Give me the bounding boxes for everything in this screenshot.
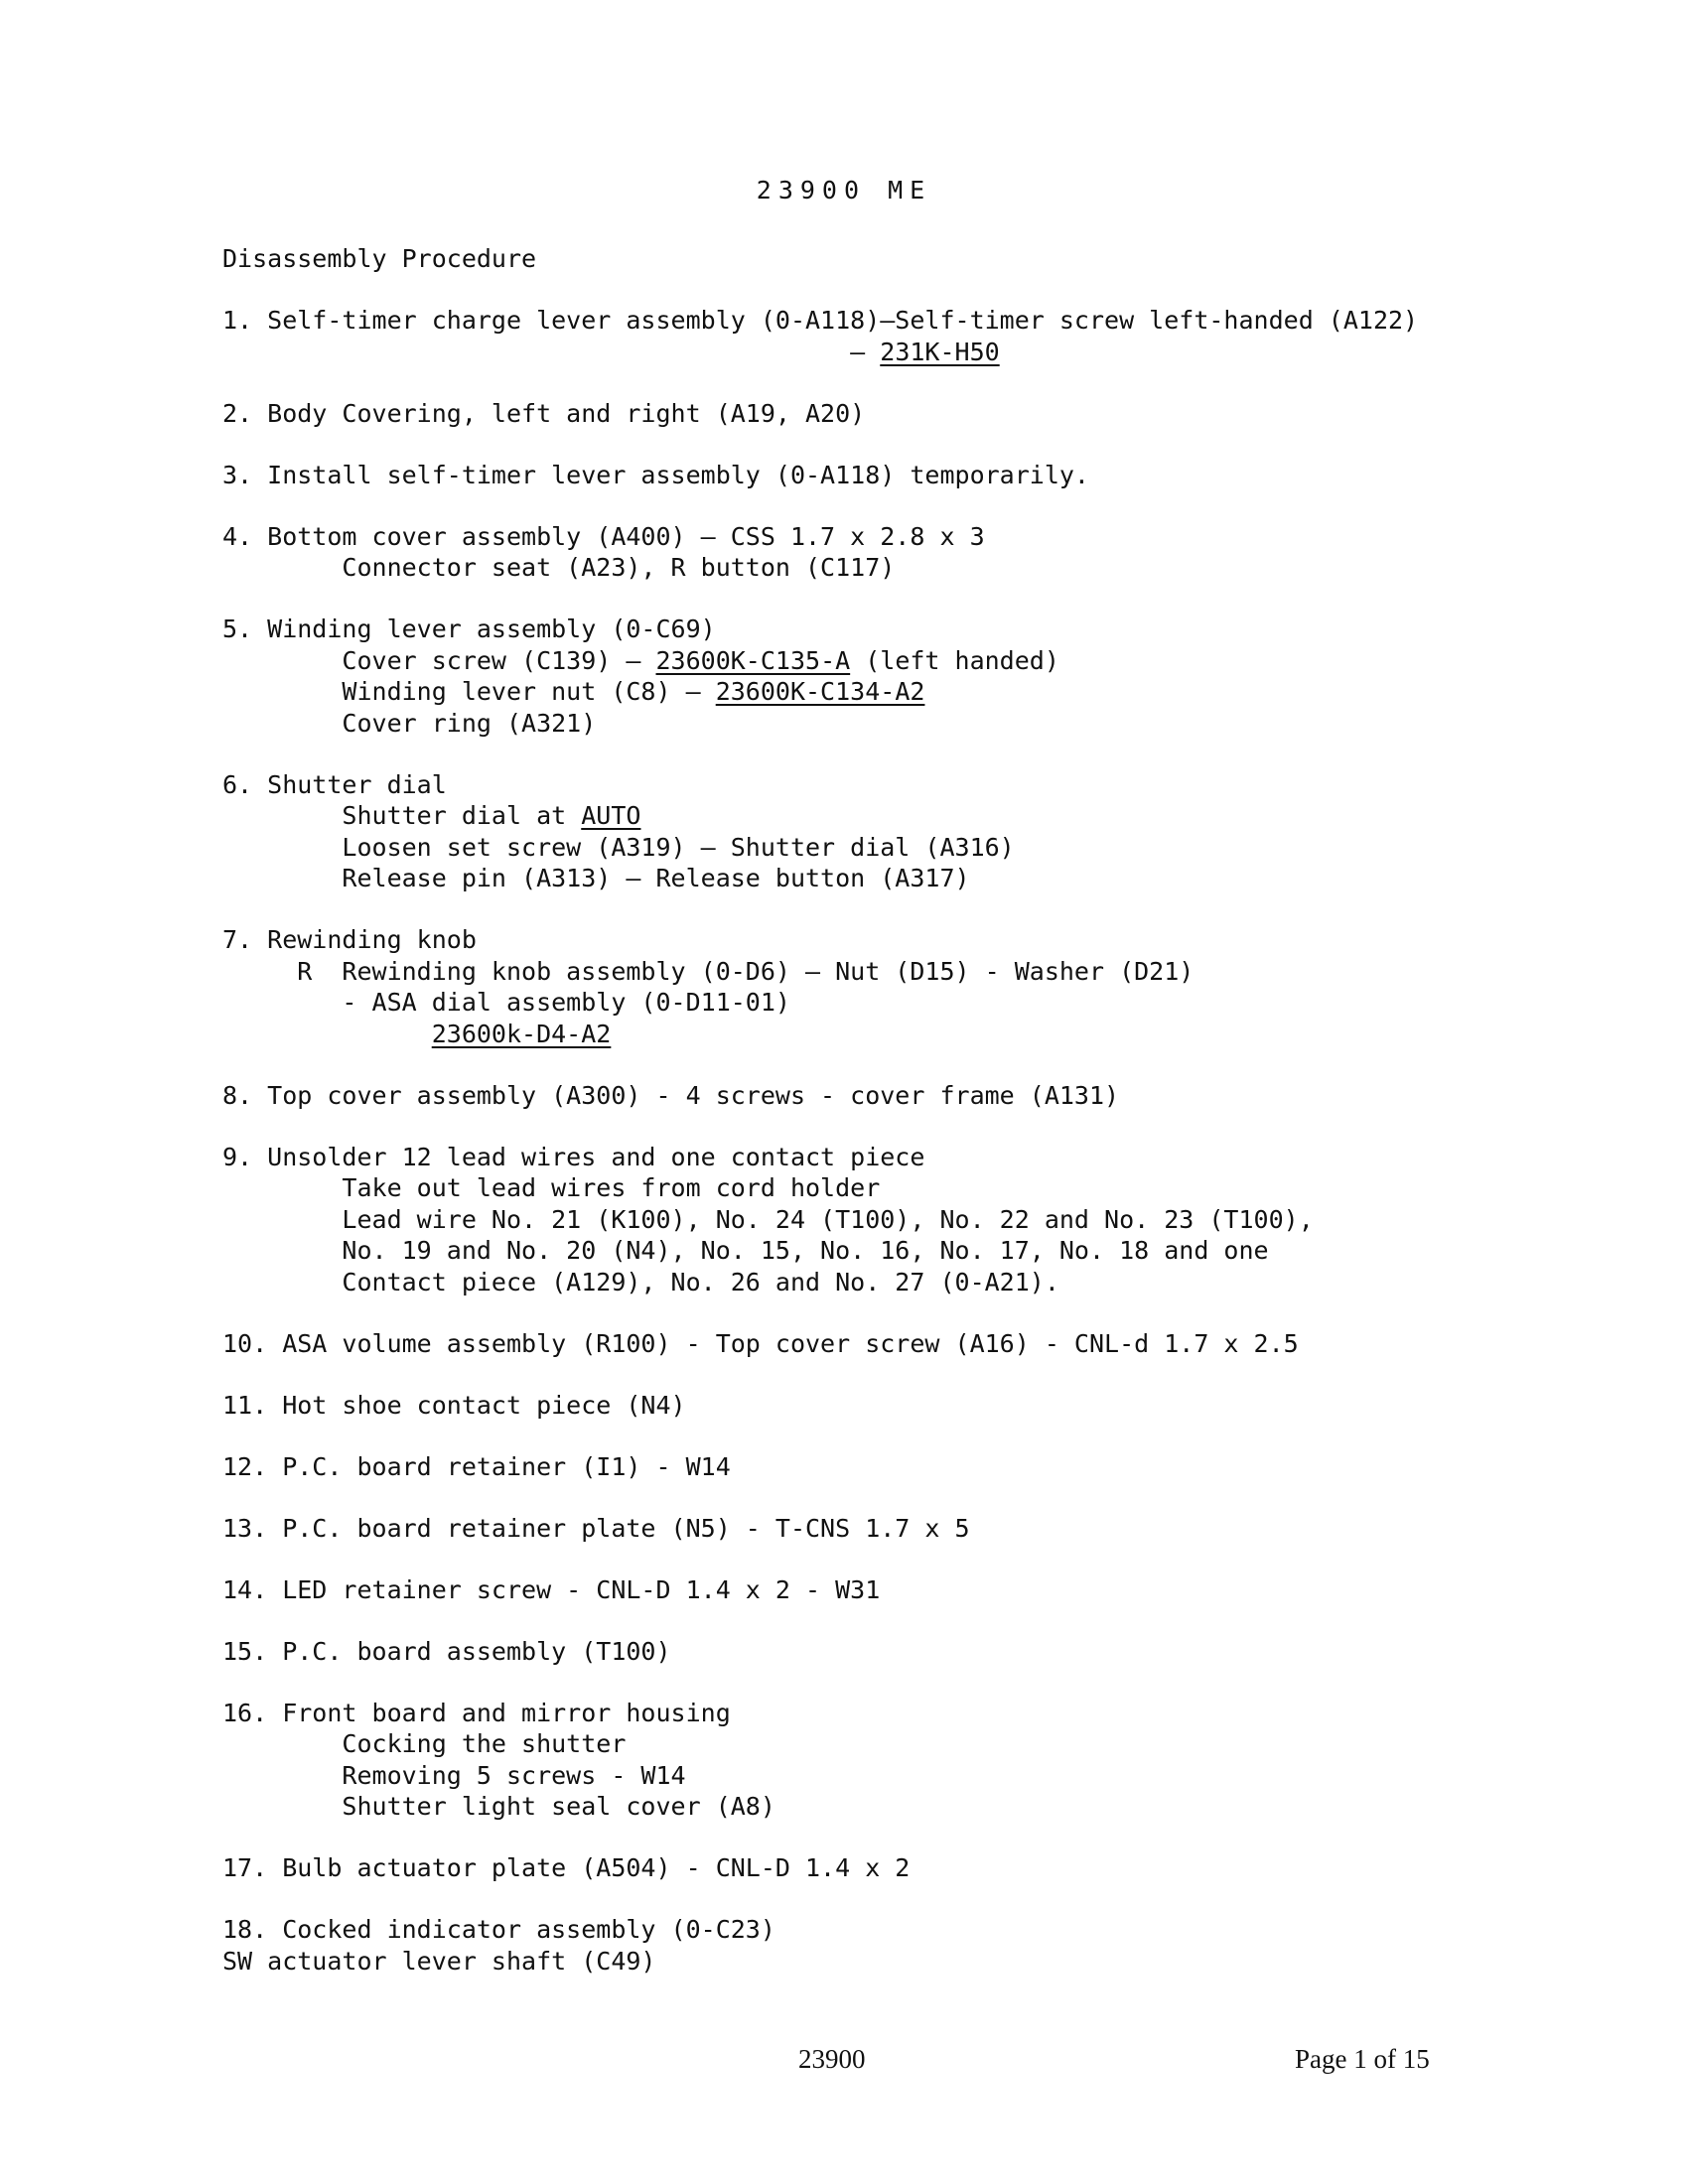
step-text: (left handed) — [850, 645, 1059, 675]
step-line: 8. Top cover assembly (A300) - 4 screws - cover frame (A131) — [222, 1080, 1120, 1110]
step-line: 10. ASA volume assembly (R100) - Top cover screw (A16) - CNL-d 1.7 x 2.5 — [222, 1328, 1299, 1358]
step-detail-line: No. 19 and No. 20 (N4), No. 15, No. 16, No. 17, No. 18 and one — [222, 1236, 1269, 1265]
step-detail-line: Contact piece (A129), No. 26 and No. 27 (0-A21). — [222, 1267, 1059, 1297]
step-detail-line — [222, 645, 1059, 677]
step-line: 7. Rewinding knob — [222, 925, 477, 954]
step-detail-line: Release pin (A313) – Release button (A317) — [222, 864, 970, 892]
step-detail-line: R Rewinding knob assembly (0-D6) – Nut (D15) - Washer (D21) — [222, 956, 1195, 986]
step-line: 1. Self-timer charge lever assembly (0-A118)—Self-timer screw left-handed (A122) — [222, 306, 1419, 335]
step-line: 18. Cocked indicator assembly (0-C23) — [222, 1915, 775, 1944]
step-text: Shutter dial at — [222, 801, 582, 830]
part-number-link: 23600K-C135-A — [655, 645, 851, 675]
step-text — [222, 1020, 432, 1048]
step-detail-line: SW actuator lever shaft (C49) — [222, 1946, 656, 1976]
step-text: – — [222, 337, 881, 366]
step-line: 9. Unsolder 12 lead wires and one contact piece — [222, 1142, 925, 1171]
step-detail-line — [222, 800, 640, 832]
step-line: 17. Bulb actuator plate (A504) - CNL-D 1.4 x 2 — [222, 1853, 911, 1882]
step-line: 4. Bottom cover assembly (A400) – CSS 1.7 x 2.8 x 3 — [222, 521, 985, 551]
part-number-link: 231K-H50 — [880, 337, 1000, 366]
step-detail-line: Take out lead wires from cord holder — [222, 1173, 881, 1202]
step-line: 14. LED retainer screw - CNL-D 1.4 x 2 - W31 — [222, 1574, 881, 1604]
step-line: 11. Hot shoe contact piece (N4) — [222, 1390, 686, 1420]
step-line: 6. Shutter dial — [222, 769, 447, 799]
footer-model-number: 23900 — [798, 2044, 866, 2074]
step-detail-line — [222, 337, 1000, 368]
step-detail-line: Cocking the shutter — [222, 1729, 627, 1758]
step-text: Winding lever nut (C8) – — [222, 677, 716, 706]
step-line: 15. P.C. board assembly (T100) — [222, 1636, 671, 1666]
step-detail-line: Lead wire No. 21 (K100), No. 24 (T100), No. 22 and No. 23 (T100), — [222, 1204, 1314, 1234]
step-line: 16. Front board and mirror housing — [222, 1698, 731, 1727]
step-detail-line: Removing 5 screws - W14 — [222, 1760, 686, 1790]
section-heading: Disassembly Procedure — [222, 244, 537, 273]
step-line: 2. Body Covering, left and right (A19, A20) — [222, 398, 866, 428]
part-number-link: 23600K-C134-A2 — [715, 677, 925, 706]
part-number-link: 23600k-D4-A2 — [431, 1019, 612, 1048]
step-detail-line — [222, 676, 924, 708]
part-number-link: AUTO — [581, 801, 641, 830]
footer-page-number: Page 1 of 15 — [1295, 2044, 1430, 2074]
step-detail-line: Connector seat (A23), R button (C117) — [222, 553, 896, 582]
step-detail-line: Cover ring (A321) — [222, 708, 597, 738]
step-line: 3. Install self-timer lever assembly (0-A118) temporarily. — [222, 460, 1089, 489]
step-detail-line: Loosen set screw (A319) – Shutter dial (A316) — [222, 832, 1015, 862]
step-line: 13. P.C. board retainer plate (N5) - T-CNS 1.7 x 5 — [222, 1513, 970, 1543]
step-detail-line: - ASA dial assembly (0-D11-01) — [222, 988, 790, 1017]
step-detail-line — [222, 1019, 611, 1050]
document-title: 23900 ME — [756, 176, 932, 205]
step-line: 5. Winding lever assembly (0-C69) — [222, 614, 716, 643]
step-line: 12. P.C. board retainer (I1) - W14 — [222, 1451, 731, 1481]
step-text: Cover screw (C139) – — [222, 645, 656, 675]
step-detail-line: Shutter light seal cover (A8) — [222, 1792, 775, 1821]
